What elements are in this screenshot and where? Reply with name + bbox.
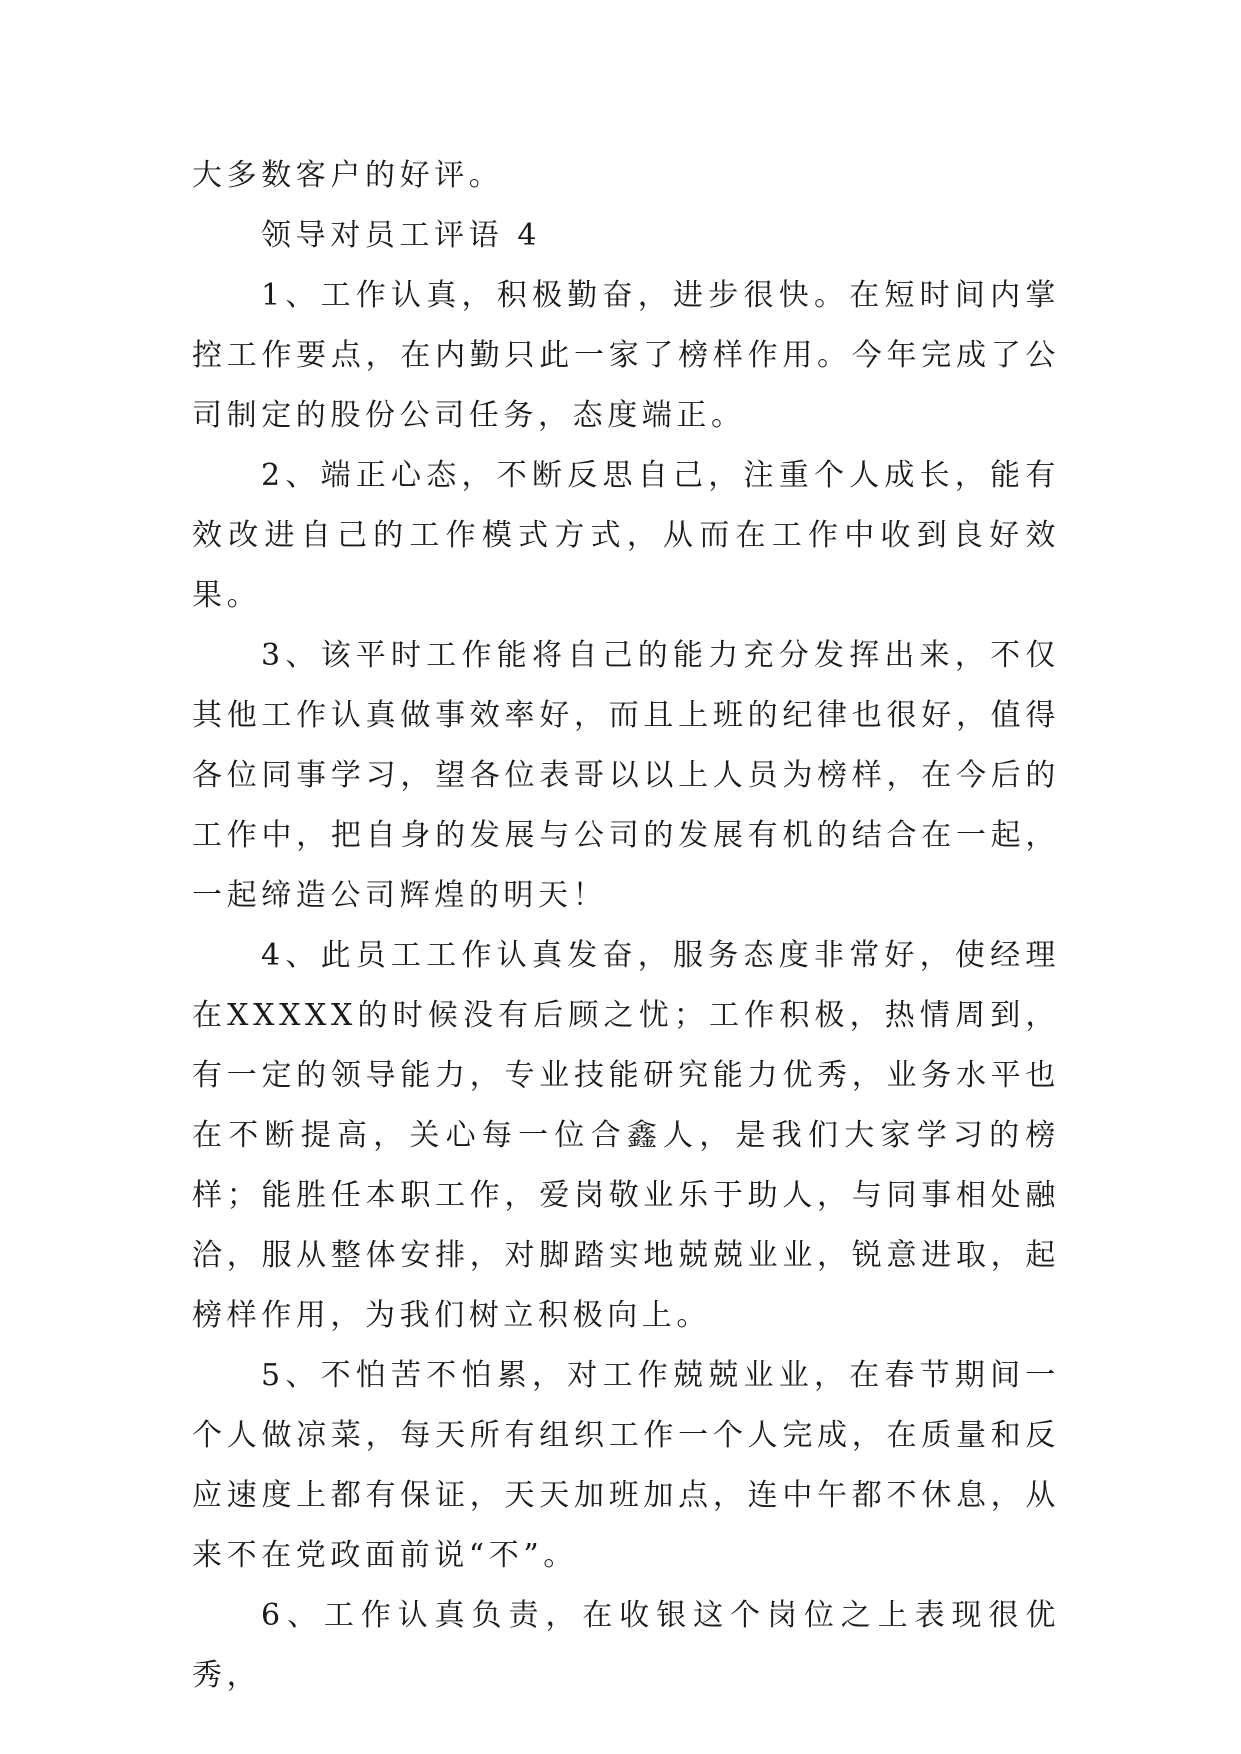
- paragraph-item-1: 1、工作认真，积极勤奋，进步很快。在短时间内掌控工作要点，在内勤只此一家了榜样作用。今年完成了公司制定的股份公司任务，态度端正。: [192, 278, 1060, 433]
- paragraph-item-3: 3、该平时工作能将自己的能力充分发挥出来，不仅其他工作认真做事效率好，而且上班的纪律也很好，值得各位同事学习，望各位表哥以以上人员为榜样，在今后的工作中，把自身的发展与公司的发展有机的结合在一起，一起缔造公司辉煌的明天！: [192, 638, 1060, 913]
- paragraph-item-2: 2、端正心态，不断反思自己，注重个人成长，能有效改进自己的工作模式方式，从而在工作中收到良好效果。: [192, 458, 1060, 613]
- paragraph-continuation: 大多数客户的好评。: [192, 158, 504, 193]
- document-body: [192, 146, 1060, 1706]
- section-heading: 领导对员工评语 4: [261, 218, 542, 253]
- paragraph-item-4: 4、此员工工作认真发奋，服务态度非常好，使经理在XXXXX的时候没有后顾之忧；工作积极，热情周到，有一定的领导能力，专业技能研究能力优秀，业务水平也在不断提高，关心每一位合鑫人，是我们大家学习的榜样；能胜任本职工作，爱岗敬业乐于助人，与同事相处融洽，服从整体安排，对脚踏实地兢兢业业，锐意进取，起榜样作用，为我们树立积极向上。: [192, 938, 1060, 1333]
- paragraph-item-5: 5、不怕苦不怕累，对工作兢兢业业，在春节期间一个人做凉菜，每天所有组织工作一个人完成，在质量和反应速度上都有保证，天天加班加点，连中午都不休息，从来不在党政面前说“不”。: [192, 1358, 1060, 1573]
- paragraph-item-6: 6、工作认真负责，在收银这个岗位之上表现很优秀，: [192, 1598, 1060, 1693]
